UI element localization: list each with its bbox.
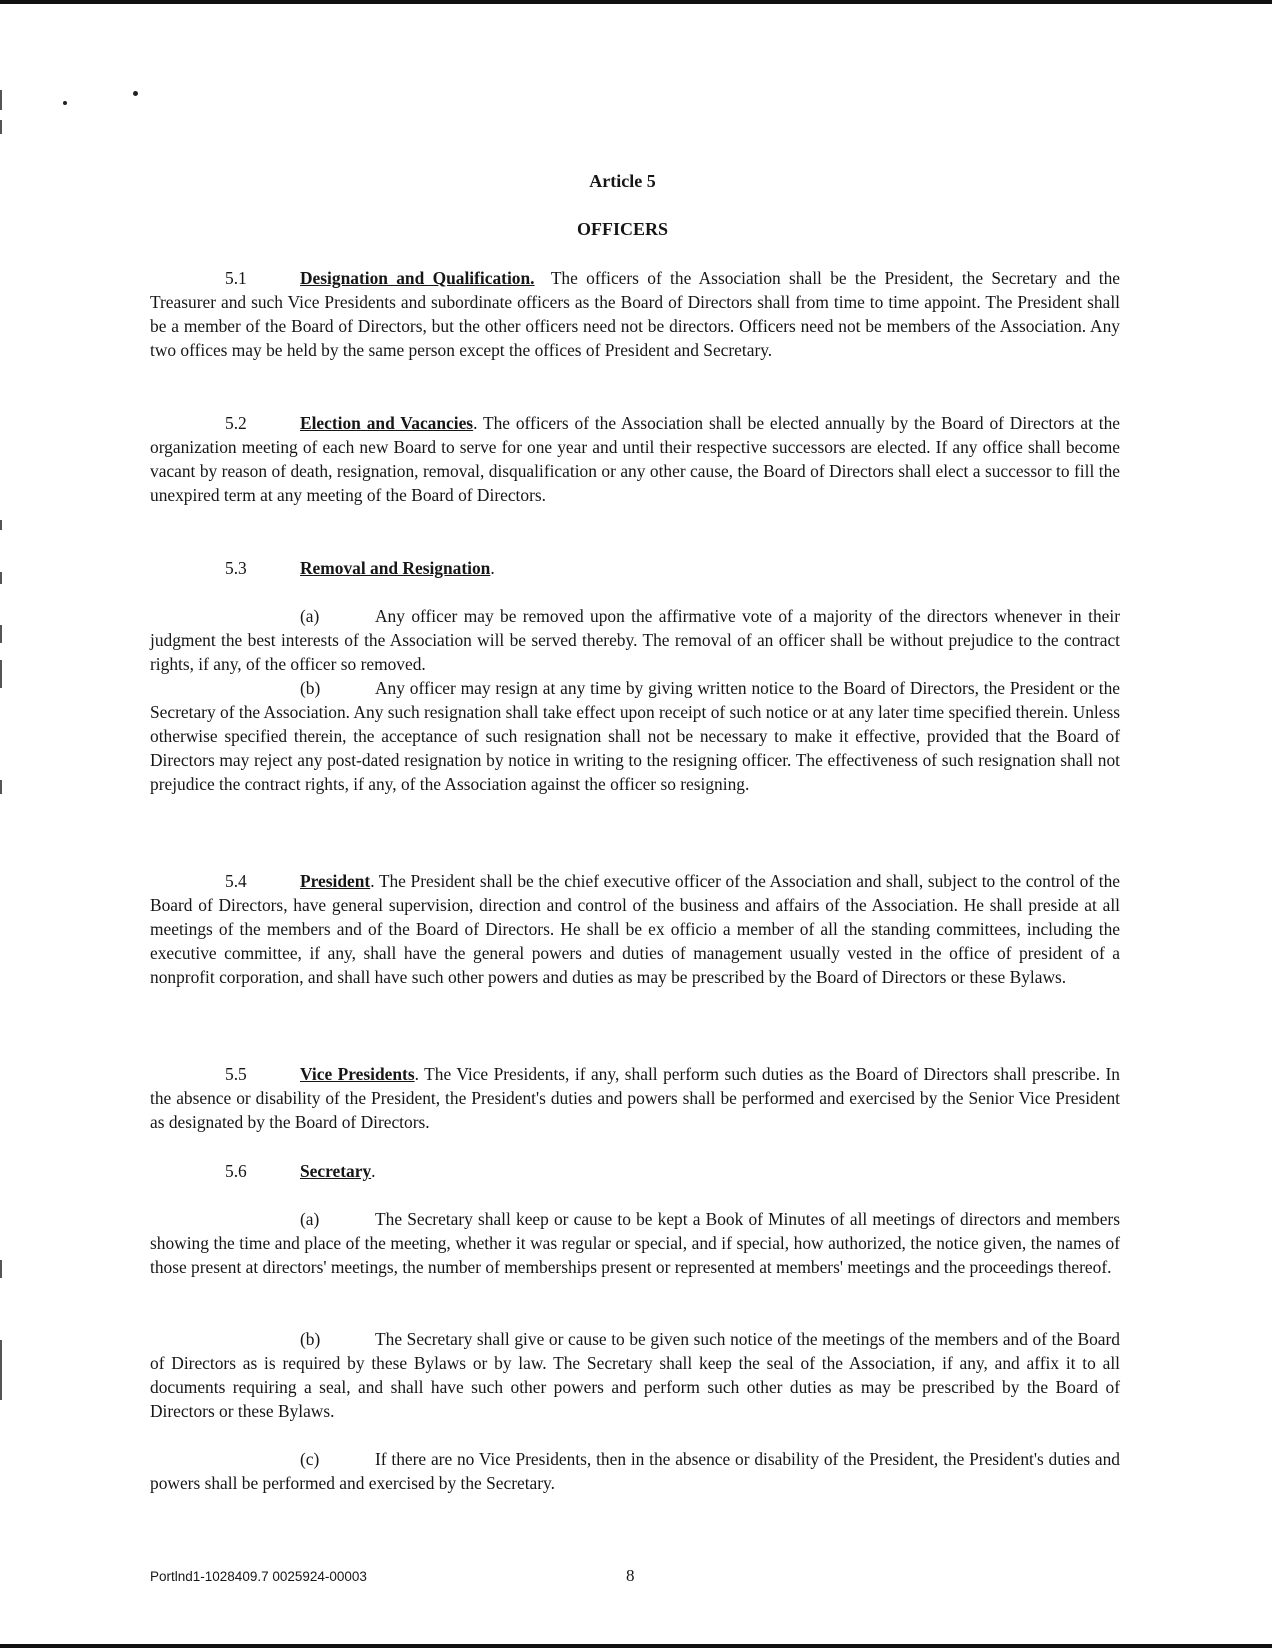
section-title: Election and Vacancies [300,413,474,433]
subsection-label: (b) [300,1329,321,1349]
section-number: 5.4 [225,871,247,891]
subsection-5-3-a [150,604,1120,676]
section-title-period: . [371,1161,376,1181]
subsection-body: If there are no Vice Presidents, then in the absence or disability of the President, the President's duties and powers shall be performed and exercised by the Secretary. [150,1449,1120,1493]
section-number: 5.2 [225,413,247,433]
section-title: Vice Presidents [300,1064,415,1084]
section-5-6 [150,1159,1120,1183]
section-number: 5.1 [225,268,247,288]
article-title: OFFICERS [576,219,668,239]
section-title: Removal and Resignation [300,558,491,578]
footer-page-number: 8 [626,1566,635,1585]
subsection-body: Any officer may be removed upon the affirmative vote of a majority of the directors whenever in their judgment the best interests of the Association will be served thereby. The removal of an officer shall be without prejudice to the contract rights, if any, of the officer so removed. [150,606,1120,674]
subsection-5-6-c [150,1447,1120,1495]
subsection-body: Any officer may resign at any time by giving written notice to the Board of Directors, the President or the Secretary of the Association. Any such resignation shall take effect upon receipt of such notice or at any later time specified therein. Unless otherwise specified therein, the acceptance of such resignation shall not be necessary to make it effective, provided that the Board of Directors may reject any post-dated resignation by notice in writing to the resigning officer. The effectiveness of such resignation shall not prejudice the contract rights, if any, of the Association against the officer so resigning. [150,678,1120,794]
section-body: . The officers of the Association shall be elected annually by the Board of Directors at the organization meeting of each new Board to serve for one year and until their respective successors are elected. If any office shall become vacant by reason of death, resignation, removal, disqualification or any other cause, the Board of Directors shall elect a successor to fill the unexpired term at any meeting of the Board of Directors. [150,413,1120,505]
subsection-5-3-b [150,676,1120,796]
section-body: The officers of the Association shall be the President, the Secretary and the Treasurer and such Vice Presidents and subordinate officers as the Board of Directors shall from time to time appoint. The President shall be a member of the Board of Directors, but the other officers need not be directors. Officers need not be members of the Association. Any two offices may be held by the same person except the offices of President and Secretary. [150,268,1120,360]
section-number: 5.6 [225,1161,247,1181]
subsection-5-6-a [150,1207,1120,1279]
section-5-5 [150,1062,1120,1134]
article-number: Article 5 [589,171,656,191]
subsection-5-6-b [150,1327,1120,1423]
subsection-label: (c) [300,1449,320,1469]
subsection-body: The Secretary shall give or cause to be given such notice of the meetings of the members and of the Board of Directors as is required by these Bylaws or by law. The Secretary shall keep the seal of the Association, if any, and affix it to all documents requiring a seal, and shall have such other powers and perform such other duties as may be prescribed by the Board of Directors or these Bylaws. [150,1329,1120,1421]
section-title: President [300,871,371,891]
section-5-3 [150,556,1120,580]
subsection-label: (b) [300,678,321,698]
section-number: 5.3 [225,558,247,578]
section-5-1 [150,266,1120,362]
footer-document-id: Portlnd1-1028409.7 0025924-00003 [150,1569,367,1584]
section-title: Secretary [300,1161,372,1181]
section-title-period: . [490,558,495,578]
section-number: 5.5 [225,1064,247,1084]
section-5-4 [150,869,1120,989]
section-title: Designation and Qualification. [300,268,535,288]
subsection-label: (a) [300,1209,320,1229]
section-5-2 [150,411,1120,507]
section-body: . The Vice Presidents, if any, shall perform such duties as the Board of Directors shall prescribe. In the absence or disability of the President, the President's duties and powers shall be performed and exercised by the Senior Vice President as designated by the Board of Directors. [150,1064,1121,1132]
subsection-body: The Secretary shall keep or cause to be kept a Book of Minutes of all meetings of directors and members showing the time and place of the meeting, whether it was regular or special, and if special, how authorized, the notice given, the names of those present at directors' meetings, the number of memberships present or represented at members' meetings and the proceedings thereof. [150,1209,1120,1277]
section-body: . The President shall be the chief executive officer of the Association and shall, subject to the control of the Board of Directors, have general supervision, direction and control of the business and affairs of the Association. He shall preside at all meetings of the members and of the Board of Directors. He shall be ex officio a member of all the standing committees, including the executive committee, if any, shall have the general powers and duties of management usually vested in the office of president of a nonprofit corporation, and shall have such other powers and duties as may be prescribed by the Board of Directors or these Bylaws. [150,871,1120,987]
subsection-label: (a) [300,606,320,626]
